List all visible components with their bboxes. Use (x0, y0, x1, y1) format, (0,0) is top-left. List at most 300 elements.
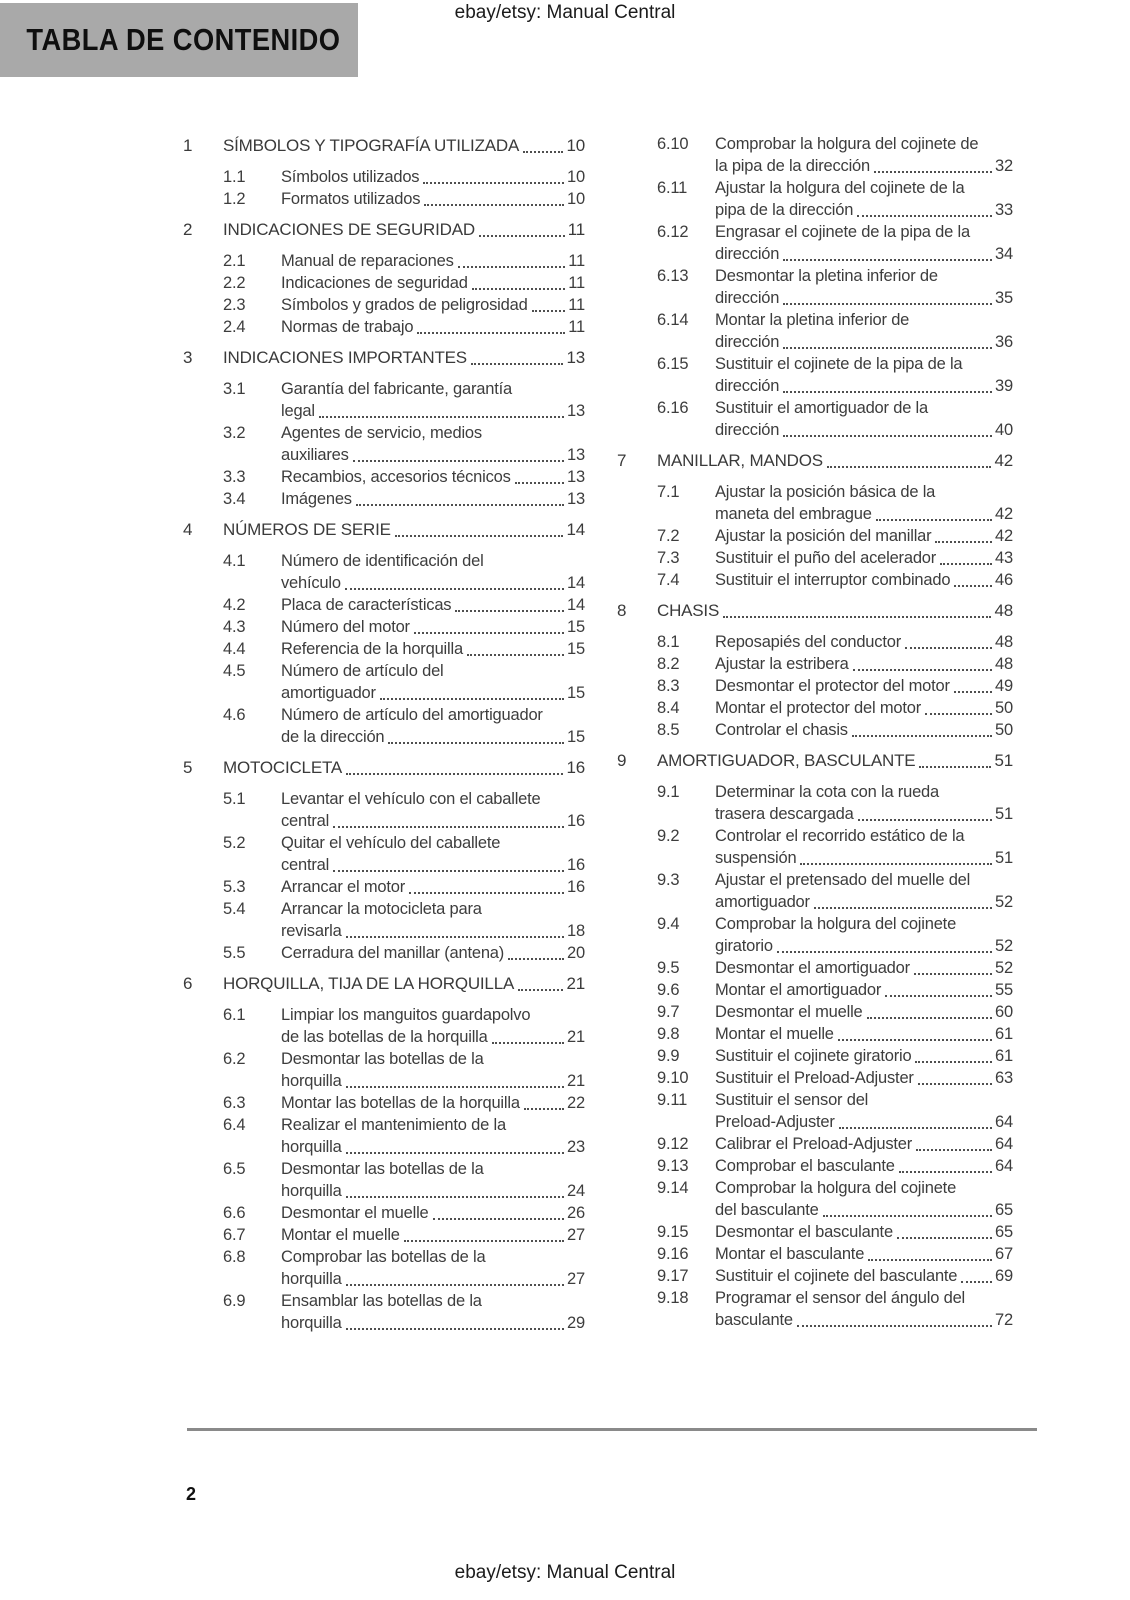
toc-entry-number: 2.4 (223, 318, 246, 336)
toc-title-line: Reposapiés del conductor (715, 633, 901, 651)
dot-leader (852, 734, 992, 737)
toc-title-line: Número de artículo del (281, 662, 444, 680)
toc-subsection-entry (617, 781, 1013, 825)
toc-subsection-entry (183, 378, 585, 422)
toc-subsection-entry (617, 1001, 1013, 1023)
toc-title-line: Desmontar el muelle (281, 1204, 429, 1222)
toc-entry-title (715, 1287, 1013, 1331)
dot-leader (404, 1239, 564, 1242)
toc-entry-title (715, 353, 1013, 397)
toc-entry-page: 24 (567, 1182, 585, 1200)
dot-leader (783, 302, 992, 305)
toc-title-line: Sustituir el puño del acelerador (715, 549, 937, 567)
toc-entry-page: 48 (994, 601, 1013, 620)
toc-entry-page: 10 (566, 136, 585, 155)
toc-entry-page: 14 (566, 520, 585, 539)
toc-entry-title (715, 221, 1013, 265)
toc-title-line: Realizar el mantenimiento de la (281, 1116, 506, 1134)
toc-subsection-entry (617, 133, 1013, 177)
dot-leader (783, 434, 992, 437)
toc-entry-lastline (281, 854, 585, 876)
toc-entry-title (223, 219, 585, 241)
toc-entry-number: 9.5 (657, 959, 680, 977)
toc-entry-lastline (281, 1026, 585, 1048)
toc-title-line: amortiguador (715, 893, 810, 911)
toc-subsection-entry (617, 1243, 1013, 1265)
toc-entry-lastline (281, 572, 585, 594)
toc-entry-title (281, 1202, 585, 1224)
toc-section-entry (183, 135, 585, 157)
dot-leader (388, 741, 564, 744)
toc-entry-lastline (715, 155, 1013, 177)
toc-subsection-entry (183, 942, 585, 964)
toc-entry-lastline (281, 294, 585, 316)
toc-subsection-entry (617, 957, 1013, 979)
toc-title-line: horquilla (281, 1270, 342, 1288)
dot-leader (935, 540, 992, 543)
toc-entry-lastline (715, 525, 1013, 547)
dot-leader (783, 346, 992, 349)
dot-leader (885, 994, 992, 997)
dot-leader (954, 584, 992, 587)
toc-title-line: Comprobar la holgura del cojinete (715, 915, 957, 933)
toc-title-line: INDICACIONES IMPORTANTES (223, 348, 467, 367)
toc-entry-lastline (715, 1045, 1013, 1067)
dot-leader (455, 609, 564, 612)
toc-entry-title (715, 825, 1013, 869)
toc-subsection-entry (617, 525, 1013, 547)
toc-title-line: Símbolos y grados de peligrosidad (281, 296, 528, 314)
toc-entry-title (281, 832, 585, 876)
dot-leader (356, 503, 564, 506)
toc-entry-page: 32 (995, 157, 1013, 175)
toc-title-line: auxiliares (281, 446, 349, 464)
toc-entry-number: 3 (183, 348, 193, 367)
toc-entry-lastline (715, 1067, 1013, 1089)
toc-entry-page: 21 (566, 974, 585, 993)
toc-entry-title (281, 166, 585, 188)
dot-leader (838, 1038, 992, 1041)
dot-leader (954, 690, 992, 693)
dot-leader (827, 465, 992, 468)
toc-entry-title (715, 1243, 1013, 1265)
dot-leader (333, 869, 564, 872)
toc-title-line: Comprobar la holgura del cojinete (715, 1179, 957, 1197)
toc-entry-number: 9.2 (657, 827, 680, 845)
toc-entry-title (223, 973, 585, 995)
toc-entry-title (281, 250, 585, 272)
toc-title-line: horquilla (281, 1314, 342, 1332)
toc-entry-title (281, 488, 585, 510)
toc-title-line: central (281, 856, 330, 874)
toc-entry-lastline (281, 400, 585, 422)
toc-entry-page: 21 (567, 1072, 585, 1090)
toc-entry-number: 5.5 (223, 944, 246, 962)
toc-title-line: Sustituir el cojinete giratorio (715, 1047, 912, 1065)
toc-subsection-entry (617, 1177, 1013, 1221)
toc-title-line: Desmontar las botellas de la (281, 1050, 484, 1068)
toc-title-line: pipa de la dirección (715, 201, 854, 219)
toc-entry-page: 16 (566, 758, 585, 777)
toc-title-line: AMORTIGUADOR, BASCULANTE (657, 751, 916, 770)
toc-entry-number: 9.16 (657, 1245, 689, 1263)
toc-entry-page: 63 (995, 1069, 1013, 1087)
dot-leader (395, 534, 564, 537)
toc-entry-title (715, 1177, 1013, 1221)
toc-entry-title (715, 957, 1013, 979)
toc-subsection-entry (183, 488, 585, 510)
toc-entry-title (715, 265, 1013, 309)
toc-entry-lastline (715, 375, 1013, 397)
toc-subsection-entry (617, 1265, 1013, 1287)
toc-subsection-entry (617, 653, 1013, 675)
toc-entry-title (657, 750, 1013, 772)
toc-title-line: de las botellas de la horquilla (281, 1028, 488, 1046)
toc-entry-number: 3.4 (223, 490, 246, 508)
toc-entry-title (223, 519, 585, 541)
toc-subsection-entry (617, 265, 1013, 309)
dot-leader (346, 935, 564, 938)
dot-leader (492, 1041, 564, 1044)
toc-title-line: trasera descargada (715, 805, 854, 823)
toc-entry-number: 9.6 (657, 981, 680, 999)
toc-entry-number: 6.13 (657, 267, 689, 285)
toc-entry-title (715, 1023, 1013, 1045)
dot-leader (874, 170, 992, 173)
toc-entry-page: 16 (567, 856, 585, 874)
toc-entry-page: 65 (995, 1201, 1013, 1219)
toc-entry-number: 9.1 (657, 783, 680, 801)
toc-subsection-entry (617, 481, 1013, 525)
toc-entry-number: 1.2 (223, 190, 246, 208)
toc-entry-page: 13 (566, 348, 585, 367)
toc-title-line: Manual de reparaciones (281, 252, 454, 270)
toc-entry-number: 2.1 (223, 252, 246, 270)
toc-title-line: Ajustar la estribera (715, 655, 849, 673)
toc-entry-number: 8.3 (657, 677, 680, 695)
toc-subsection-entry (617, 1221, 1013, 1243)
toc-entry-lastline (281, 166, 585, 188)
toc-title-line: Ajustar la posición del manillar (715, 527, 932, 545)
document-title-header: ebay/etsy: Manual Central (454, 2, 676, 23)
toc-entry-lastline (715, 199, 1013, 221)
toc-subsection-entry (617, 719, 1013, 741)
toc-entry-page: 48 (995, 655, 1013, 673)
toc-title-line: Número de identificación del (281, 552, 484, 570)
dot-leader (467, 653, 564, 656)
toc-column-right (617, 126, 1013, 1334)
dot-leader (925, 712, 992, 715)
toc-entry-number: 6.3 (223, 1094, 246, 1112)
toc-title-line: del basculante (715, 1201, 819, 1219)
dot-leader (515, 481, 564, 484)
toc-subsection-entry (183, 876, 585, 898)
toc-entry-lastline (223, 347, 585, 369)
toc-entry-page: 13 (567, 490, 585, 508)
toc-title-line: Número del motor (281, 618, 410, 636)
document-title-footer: ebay/etsy: Manual Central (454, 1562, 676, 1583)
toc-entry-number: 5.4 (223, 900, 246, 918)
toc-entry-title (281, 788, 585, 832)
toc-title-line: Sustituir el cojinete de la pipa de la (715, 355, 963, 373)
toc-entry-lastline (281, 1092, 585, 1114)
toc-title-line: Montar el muelle (281, 1226, 400, 1244)
toc-title-line: la pipa de la dirección (715, 157, 871, 175)
toc-entry-number: 6.4 (223, 1116, 246, 1134)
toc-entry-page: 51 (994, 751, 1013, 770)
toc-entry-number: 5.3 (223, 878, 246, 896)
toc-subsection-entry (617, 913, 1013, 957)
toc-entry-title (281, 898, 585, 942)
toc-entry-page: 61 (995, 1047, 1013, 1065)
dot-leader (346, 1151, 564, 1154)
dot-leader (479, 234, 565, 237)
dot-leader (961, 1280, 992, 1283)
toc-entry-lastline (657, 600, 1013, 622)
toc-entry-number: 9.14 (657, 1179, 689, 1197)
toc-entry-number: 6.8 (223, 1248, 246, 1266)
toc-entry-title (281, 1290, 585, 1334)
toc-entry-title (715, 1001, 1013, 1023)
toc-title-line: Placa de características (281, 596, 452, 614)
toc-entry-page: 52 (995, 959, 1013, 977)
toc-entry-title (281, 638, 585, 660)
toc-entry-number: 9.12 (657, 1135, 689, 1153)
toc-entry-page: 65 (995, 1223, 1013, 1241)
toc-entry-number: 3.1 (223, 380, 246, 398)
toc-entry-page: 23 (567, 1138, 585, 1156)
dot-leader (919, 765, 991, 768)
toc-entry-title (715, 1089, 1013, 1133)
toc-entry-page: 33 (995, 201, 1013, 219)
toc-subsection-entry (183, 294, 585, 316)
toc-entry-lastline (715, 675, 1013, 697)
toc-entry-lastline (281, 1202, 585, 1224)
toc-entry-number: 4.1 (223, 552, 246, 570)
toc-title-line: maneta del embrague (715, 505, 872, 523)
toc-entry-page: 64 (995, 1135, 1013, 1153)
dot-leader (471, 362, 564, 365)
toc-subsection-entry (183, 704, 585, 748)
toc-entry-title (657, 600, 1013, 622)
toc-subsection-entry (183, 466, 585, 488)
toc-entry-lastline (715, 935, 1013, 957)
toc-subsection-entry (183, 272, 585, 294)
toc-subsection-entry (183, 166, 585, 188)
toc-entry-lastline (281, 616, 585, 638)
dot-leader (853, 668, 992, 671)
toc-section-entry (183, 757, 585, 779)
toc-entry-lastline (281, 1180, 585, 1202)
toc-title-line: Agentes de servicio, medios (281, 424, 482, 442)
toc-entry-page: 15 (567, 728, 585, 746)
toc-subsection-entry (183, 550, 585, 594)
toc-entry-lastline (715, 847, 1013, 869)
toc-subsection-entry (183, 1224, 585, 1246)
toc-entry-title (281, 1004, 585, 1048)
toc-title-line: Montar el basculante (715, 1245, 865, 1263)
toc-entry-lastline (715, 1133, 1013, 1155)
toc-entry-title (715, 309, 1013, 353)
toc-title-line: central (281, 812, 330, 830)
toc-entry-lastline (281, 726, 585, 748)
toc-entry-page: 49 (995, 677, 1013, 695)
toc-entry-page: 11 (568, 318, 585, 336)
toc-entry-number: 4.4 (223, 640, 246, 658)
toc-title-line: horquilla (281, 1138, 342, 1156)
toc-entry-page: 29 (567, 1314, 585, 1332)
toc-entry-page: 27 (567, 1270, 585, 1288)
toc-title-line: Ensamblar las botellas de la (281, 1292, 482, 1310)
toc-entry-lastline (657, 450, 1013, 472)
toc-title-line: Montar la pletina inferior de (715, 311, 910, 329)
dot-leader (433, 1217, 565, 1220)
toc-title-line: Comprobar el basculante (715, 1157, 895, 1175)
toc-entry-title (715, 1155, 1013, 1177)
toc-title-line: Indicaciones de seguridad (281, 274, 468, 292)
toc-title-line: Sustituir el sensor del (715, 1091, 869, 1109)
toc-entry-title (715, 397, 1013, 441)
toc-entry-lastline (223, 973, 585, 995)
toc-entry-number: 8.2 (657, 655, 680, 673)
toc-entry-page: 26 (567, 1204, 585, 1222)
toc-entry-lastline (281, 1070, 585, 1092)
toc-entry-title (281, 1092, 585, 1114)
toc-entry-title (715, 697, 1013, 719)
toc-entry-number: 6 (183, 974, 193, 993)
toc-subsection-entry (617, 1045, 1013, 1067)
toc-title-line: CHASIS (657, 601, 720, 620)
dot-leader (409, 891, 564, 894)
toc-title-line: Programar el sensor del ángulo del (715, 1289, 966, 1307)
toc-entry-number: 3.3 (223, 468, 246, 486)
dot-leader (876, 518, 992, 521)
toc-entry-page: 13 (567, 468, 585, 486)
toc-entry-lastline (281, 1312, 585, 1334)
dot-leader (899, 1170, 992, 1173)
toc-entry-number: 6.12 (657, 223, 689, 241)
toc-title-line: giratorio (715, 937, 773, 955)
toc-title-line: dirección (715, 377, 780, 395)
toc-title-line: MANILLAR, MANDOS (657, 451, 823, 470)
toc-entry-page: 13 (567, 446, 585, 464)
toc-subsection-entry (617, 309, 1013, 353)
toc-title-line: horquilla (281, 1182, 342, 1200)
toc-title-line: Montar las botellas de la horquilla (281, 1094, 520, 1112)
toc-entry-page: 52 (995, 893, 1013, 911)
toc-title-line: Arrancar la motocicleta para (281, 900, 482, 918)
toc-entry-number: 4.5 (223, 662, 246, 680)
toc-title-line: Limpiar los manguitos guardapolvo (281, 1006, 531, 1024)
dot-leader (353, 459, 564, 462)
toc-entry-title (281, 316, 585, 338)
toc-entry-lastline (223, 135, 585, 157)
toc-entry-lastline (715, 1309, 1013, 1331)
toc-subsection-entry (183, 832, 585, 876)
toc-entry-page: 27 (567, 1226, 585, 1244)
page-title: TABLA DE CONTENIDO (26, 22, 341, 57)
toc-entry-page: 69 (995, 1267, 1013, 1285)
toc-entry-title (223, 135, 585, 157)
toc-entry-number: 1.1 (223, 168, 246, 186)
toc-title-line: dirección (715, 289, 780, 307)
toc-subsection-entry (617, 631, 1013, 653)
toc-entry-number: 2.3 (223, 296, 246, 314)
dot-leader (346, 1327, 564, 1330)
toc-entry-lastline (281, 810, 585, 832)
toc-entry-lastline (715, 1265, 1013, 1287)
toc-entry-page: 11 (568, 274, 585, 292)
dot-leader (518, 988, 563, 991)
toc-title-line: Desmontar el protector del motor (715, 677, 950, 695)
toc-title-line: Engrasar el cojinete de la pipa de la (715, 223, 970, 241)
toc-entry-lastline (715, 569, 1013, 591)
toc-entry-lastline (715, 331, 1013, 353)
toc-title-line: HORQUILLA, TIJA DE LA HORQUILLA (223, 974, 515, 993)
table-of-contents (183, 126, 1013, 1334)
toc-entry-page: 64 (995, 1113, 1013, 1131)
dot-leader (417, 331, 565, 334)
toc-entry-title (715, 979, 1013, 1001)
toc-entry-lastline (715, 957, 1013, 979)
toc-title-line: Sustituir el interruptor combinado (715, 571, 951, 589)
toc-entry-lastline (657, 750, 1013, 772)
toc-entry-title (715, 1045, 1013, 1067)
toc-subsection-entry (617, 675, 1013, 697)
toc-title-line: Desmontar las botellas de la (281, 1160, 484, 1178)
toc-title-line: dirección (715, 333, 780, 351)
dot-leader (523, 150, 563, 153)
toc-title-line: Arrancar el motor (281, 878, 406, 896)
toc-title-line: Montar el amortiguador (715, 981, 882, 999)
toc-entry-lastline (715, 719, 1013, 741)
dot-leader (839, 1126, 992, 1129)
toc-entry-page: 64 (995, 1157, 1013, 1175)
dot-leader (868, 1258, 992, 1261)
toc-title-line: Montar el muelle (715, 1025, 834, 1043)
toc-entry-page: 13 (567, 402, 585, 420)
toc-entry-number: 6.1 (223, 1006, 246, 1024)
footer-divider (187, 1428, 1037, 1431)
toc-entry-title (715, 869, 1013, 913)
toc-subsection-entry (617, 221, 1013, 265)
dot-leader (345, 587, 564, 590)
toc-title-line: amortiguador (281, 684, 376, 702)
toc-subsection-entry (183, 188, 585, 210)
toc-entry-lastline (281, 876, 585, 898)
toc-entry-lastline (223, 757, 585, 779)
toc-entry-title (281, 1048, 585, 1092)
toc-entry-page: 50 (995, 721, 1013, 739)
toc-entry-lastline (715, 503, 1013, 525)
toc-entry-title (715, 653, 1013, 675)
toc-entry-number: 4 (183, 520, 193, 539)
toc-entry-lastline (281, 316, 585, 338)
toc-entry-number: 9.8 (657, 1025, 680, 1043)
toc-entry-title (281, 1158, 585, 1202)
toc-subsection-entry (617, 1067, 1013, 1089)
toc-entry-lastline (281, 272, 585, 294)
toc-title-line: Ajustar la posición básica de la (715, 483, 936, 501)
toc-entry-title (657, 450, 1013, 472)
toc-subsection-entry (617, 825, 1013, 869)
toc-entry-number: 5.1 (223, 790, 246, 808)
toc-entry-number: 6.2 (223, 1050, 246, 1068)
toc-title-line: Ajustar el pretensado del muelle del (715, 871, 971, 889)
dot-leader (914, 972, 992, 975)
toc-title-line: horquilla (281, 1072, 342, 1090)
toc-entry-title (281, 550, 585, 594)
